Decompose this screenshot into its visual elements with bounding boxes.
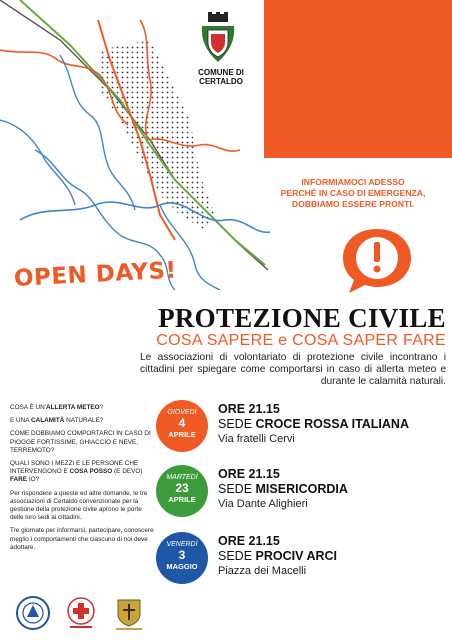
faq-question-2: E UNA CALAMITÀ NATURALE?	[10, 417, 104, 425]
faq-paragraph-1: Per rispondere a queste ed altre domande, le tre associazioni di Certaldo convenzionate per la gestione della protezione civile aprono le porte delle loro sedi ai cittadini.	[10, 489, 148, 522]
event-address: Via Dante Alighieri	[218, 498, 308, 510]
faq-question-4: QUALI SONO I MEZZI E LE PERSONE CHE INTERVENGONO E COSA POSSO (E DEVO) FARE IO?	[10, 460, 143, 484]
event-croce-rossa	[156, 400, 448, 454]
event-month: APRILE	[168, 495, 196, 504]
river-main	[20, 202, 270, 232]
river-branch-2	[0, 120, 75, 205]
event-month: MAGGIO	[166, 562, 198, 571]
event-address: Piazza dei Macelli	[218, 565, 307, 577]
misericordia-logo	[112, 596, 146, 632]
event-venue: SEDE CROCE ROSSA ITALIANA	[218, 417, 409, 431]
comune-label	[176, 68, 266, 86]
event-date-badge	[156, 532, 208, 584]
protezione-civile-logo	[16, 596, 50, 630]
event-prociv-arci	[156, 532, 448, 586]
event-date-badge	[156, 465, 208, 517]
alert-message	[258, 177, 448, 210]
comune-line-2: CERTALDO	[199, 77, 243, 86]
event-day: MARTEDÌ	[166, 474, 198, 481]
comune-line-1: COMUNE DI	[198, 68, 244, 77]
faq-paragraph-2: Tre giornate per informarsi, partecipare, conoscere meglio i comportamenti che ciascuno di noi deve adottare.	[10, 527, 154, 551]
orange-header-block	[264, 0, 452, 158]
comune-crest-icon	[196, 12, 240, 66]
event-time: ORE 21.15	[218, 467, 280, 481]
event-day-number: 3	[178, 548, 186, 562]
alert-line-1: INFORMIAMOCI ADESSO	[301, 177, 405, 187]
faq-question-1: COSA È UN'ALLERTA METEO?	[10, 404, 104, 411]
exclamation-bubble-icon	[337, 225, 417, 295]
event-address: Via fratelli Cervi	[218, 433, 295, 445]
event-misericordia	[156, 465, 448, 519]
event-month: APRILE	[168, 430, 196, 439]
alert-line-2: PERCHÉ IN CASO DI EMERGENZA,	[280, 188, 426, 198]
faq-question-3: COME DOBBIAMO COMPORTARCI IN CASO DI PIOGGE FORTISSIME, GHIACCIO E NEVE, TERREMOTO?	[10, 430, 151, 454]
faq-column	[10, 404, 156, 557]
intro-paragraph: Le associazioni di volontariato di protezione civile incontrano i cittadini per spiegare come comportarsi in caso di allerta meteo e durante le calamità naturali.	[140, 352, 446, 387]
event-venue: SEDE PROCIV ARCI	[218, 549, 338, 563]
event-day-number: 23	[175, 481, 189, 495]
event-day: GIOVEDÌ	[167, 409, 197, 416]
open-days-heading: OPEN DAYS!	[13, 257, 178, 292]
page-subtitle: COSA SAPERE e COSA SAPER FARE	[156, 332, 446, 349]
event-venue: SEDE MISERICORDIA	[218, 482, 348, 496]
event-time: ORE 21.15	[218, 534, 280, 548]
page-title: PROTEZIONE CIVILE	[158, 303, 446, 333]
croce-rossa-logo	[64, 596, 98, 630]
event-day-number: 4	[178, 416, 186, 430]
event-date-badge	[156, 400, 208, 452]
event-time: ORE 21.15	[218, 402, 280, 416]
alert-line-3: DOBBIAMO ESSERE PRONTI.	[291, 199, 415, 209]
event-day: VENERDÌ	[166, 541, 198, 548]
